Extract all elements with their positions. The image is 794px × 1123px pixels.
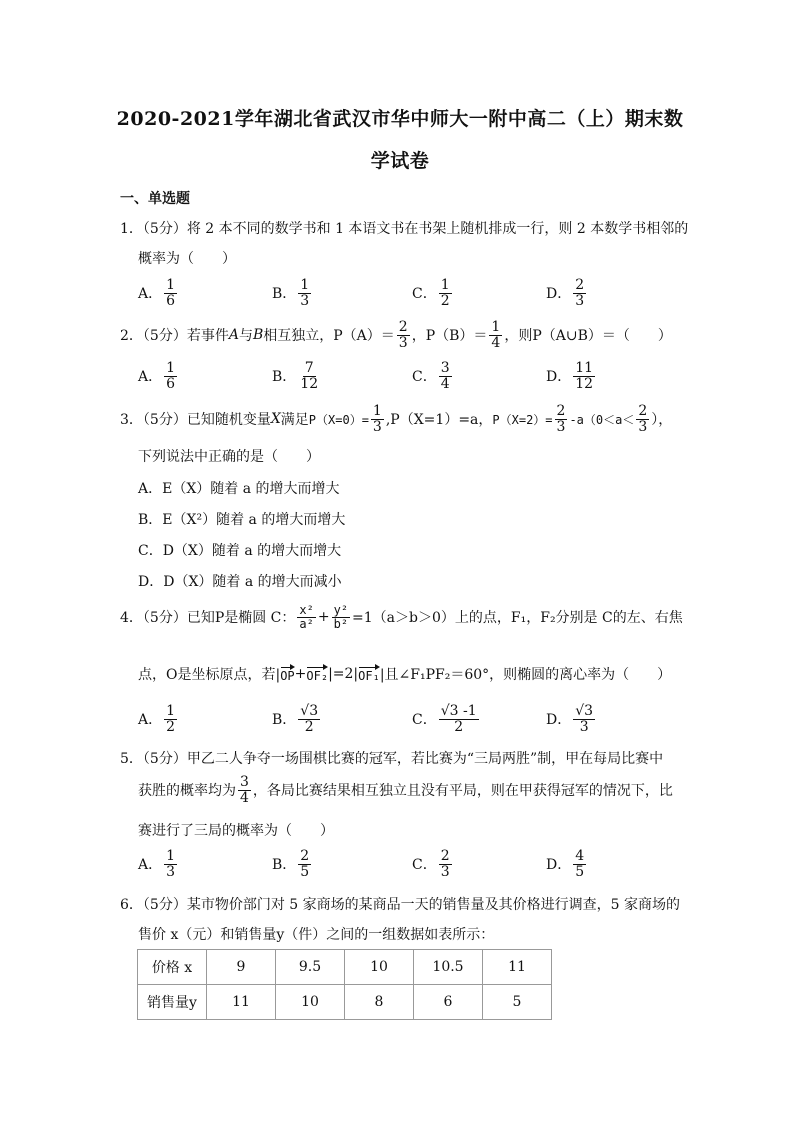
q4-stem-line2: 点，O是坐标原点，若| OP + OF₂ |=2| OF₁ |且∠F₁PF₂＝60°，则椭圆的离心率为（ ） — [138, 666, 672, 683]
q4-stem-line1: 4．（5分）已知P是椭圆 C： $\frac{\text{x²}}{\text{a²}}$ + $\frac{\text{y²}}{\text{b²}}$ =1（a＞b＞0）上的点，F₁，F₂分别是 C的左、右焦 — [120, 603, 683, 631]
q4-option-c: C． $\frac{√3 -1}{2}$ — [412, 703, 477, 735]
table-cell: 8 — [345, 985, 414, 1020]
q5-option-a: A． $\frac{1}{3}$ — [138, 848, 176, 880]
table-cell: 11 — [207, 985, 276, 1020]
q5-option-d: D． $\frac{4}{5}$ — [546, 848, 585, 880]
q6-line2: 售价 x（元）和销售量y（件）之间的一组数据如表所示： — [138, 927, 495, 943]
q1-line1: 1．（5分）将 2 本不同的数学书和 1 本语文书在书架上随机排成一行，则 2 本数学书相邻的 — [120, 221, 689, 237]
fraction: $\frac{1}{3}$ — [300, 277, 310, 309]
table-cell: 5 — [483, 985, 552, 1020]
q1-option-a: A． $\frac{1}{6}$ — [138, 277, 176, 309]
table-cell: 10 — [345, 950, 414, 985]
table-cell: 9 — [207, 950, 276, 985]
fraction: $\frac{11}{12}$ — [575, 360, 594, 392]
q4-option-d: D． $\frac{√3}{3}$ — [546, 703, 594, 735]
fraction: $\frac{2}{3}$ — [440, 848, 450, 880]
q5-line2: 获胜的概率均为 $\frac{3}{4}$ ，各局比赛结果相互独立且没有平局，则在甲获得冠军的情况下，比 — [138, 774, 673, 806]
exam-title-line2: 学试卷 — [370, 150, 430, 172]
q4-option-a: A． $\frac{1}{2}$ — [138, 703, 176, 735]
q4-option-b: B． $\frac{√3}{2}$ — [272, 703, 319, 735]
vector-of2: OF₂ — [306, 665, 328, 683]
fraction: $\frac{2}{3}$ — [556, 403, 566, 435]
fraction: $\frac{1}{3}$ — [166, 848, 176, 880]
section-heading: 一、单选题 — [120, 191, 190, 207]
fraction: $\frac{2}{3}$ — [398, 319, 408, 351]
fraction: $\frac{7}{12}$ — [300, 360, 319, 392]
fraction: $\frac{4}{5}$ — [575, 848, 585, 880]
q1-option-d: D． $\frac{2}{3}$ — [546, 277, 585, 309]
q3-option-b: B．E（X²）随着 a 的增大而增大 — [138, 512, 346, 528]
fraction: $\frac{√3}{2}$ — [300, 703, 319, 735]
fraction: $\frac{1}{2}$ — [440, 277, 450, 309]
fraction: $\frac{√3 -1}{2}$ — [440, 703, 477, 735]
fraction: $\frac{\text{x²}}{\text{a²}}$ — [299, 603, 314, 631]
fraction: $\frac{3}{4}$ — [440, 360, 450, 392]
q3-stem: 3．（5分）已知随机变量 X 满足 P（X=0）= $\frac{1}{3}$ ,P（X=1）=a， P（X=2）= $\frac{2}{3}$ -a（0＜a＜ $\frac{2}{3}$ ）， — [120, 403, 673, 435]
exam-title-line1: 2020-2021学年湖北省武汉市华中师大一附中高二（上）期末数 — [116, 108, 684, 130]
q2-stem: 2．（5分）若事件 A 与 B 相互独立，P（A）＝ $\frac{2}{3}$ ，P（B）＝ $\frac{1}{4}$ ，则P（A∪B）＝（ ） — [120, 319, 672, 351]
fraction: $\frac{2}{3}$ — [638, 403, 648, 435]
q6-line1: 6．（5分）某市物价部门对 5 家商场的某商品一天的销售量及其价格进行调查，5 家商场的 — [120, 897, 680, 913]
table-row — [138, 985, 552, 1020]
q2-option-d: D． $\frac{11}{12}$ — [546, 360, 594, 392]
table-cell: 11 — [483, 950, 552, 985]
q1-line2: 概率为（ ） — [138, 251, 236, 267]
fraction: $\frac{1}{4}$ — [491, 319, 501, 351]
fraction: $\frac{1}{6}$ — [166, 277, 176, 309]
table-cell: 销售量y — [138, 985, 207, 1020]
fraction: $\frac{2}{5}$ — [300, 848, 310, 880]
q1-option-b: B． $\frac{1}{3}$ — [272, 277, 310, 309]
q5-line1: 5．（5分）甲乙二人争夺一场围棋比赛的冠军，若比赛为“三局两胜”制，甲在每局比赛中 — [120, 751, 664, 767]
table-cell: 6 — [414, 985, 483, 1020]
fraction: $\frac{3}{4}$ — [240, 774, 249, 806]
vector-of1: OF₁ — [358, 665, 380, 683]
q2-option-b: B． $\frac{7}{12}$ — [272, 360, 319, 392]
q2-option-c: C． $\frac{3}{4}$ — [412, 360, 450, 392]
q3-line2: 下列说法中正确的是（ ） — [138, 449, 320, 465]
fraction: $\frac{1}{6}$ — [166, 360, 176, 392]
table-cell: 价格 x — [138, 950, 207, 985]
table-cell: 9.5 — [276, 950, 345, 985]
q1-option-c: C． $\frac{1}{2}$ — [412, 277, 450, 309]
table-cell: 10.5 — [414, 950, 483, 985]
q3-option-c: C．D（X）随着 a 的增大而增大 — [138, 543, 342, 559]
q3-option-a: A．E（X）随着 a 的增大而增大 — [138, 481, 340, 497]
q5-line3: 赛进行了三局的概率为（ ） — [138, 823, 334, 839]
table-row — [138, 950, 552, 985]
q5-option-c: C． $\frac{2}{3}$ — [412, 848, 450, 880]
fraction: $\frac{1}{3}$ — [372, 403, 382, 435]
q3-option-d: D．D（X）随着 a 的增大而减小 — [138, 574, 342, 590]
q5-option-b: B． $\frac{2}{5}$ — [272, 848, 310, 880]
fraction: $\frac{2}{3}$ — [575, 277, 585, 309]
fraction: $\frac{1}{2}$ — [166, 703, 176, 735]
price-sales-table — [137, 949, 552, 1020]
fraction: $\frac{\text{y²}}{\text{b²}}$ — [333, 603, 349, 631]
q2-option-a: A． $\frac{1}{6}$ — [138, 360, 176, 392]
fraction: $\frac{√3}{3}$ — [575, 703, 594, 735]
vector-op: OP — [280, 665, 294, 683]
table-cell: 10 — [276, 985, 345, 1020]
